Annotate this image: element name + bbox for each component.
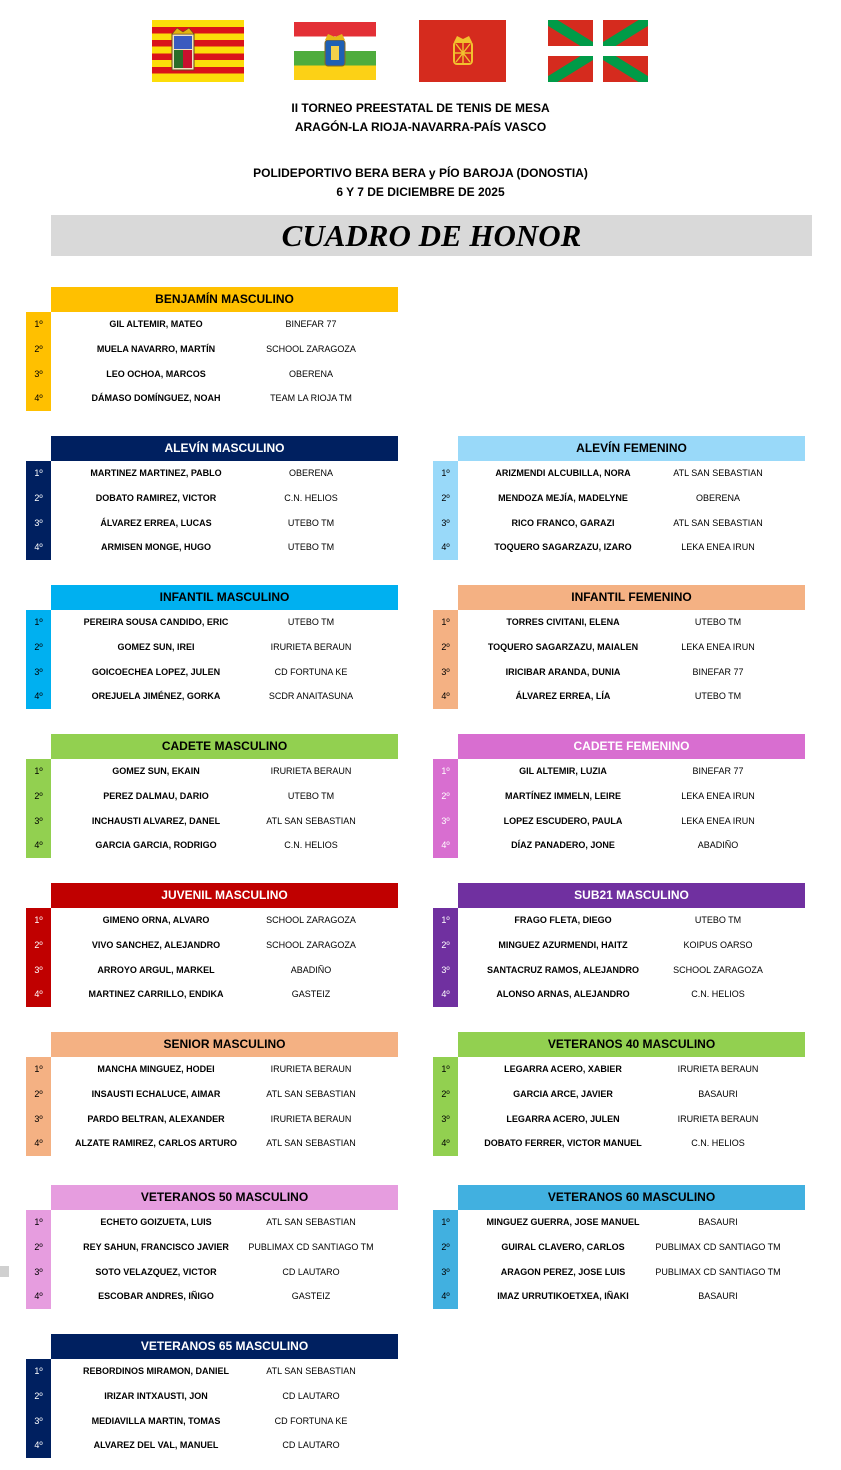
club-name: UTEBO TM [287, 517, 335, 528]
club-name: BINEFAR 77 [692, 666, 744, 677]
club-name: OBERENA [288, 468, 333, 478]
rank-position: 4º [34, 1138, 43, 1149]
player-name: ARAGON PEREZ, JOSE LUIS [500, 1266, 626, 1277]
player-name: SANTACRUZ RAMOS, ALEJANDRO [487, 964, 639, 975]
player-name: ARIZMENDI ALCUBILLA, NORA [495, 468, 631, 478]
category-title: VETERANOS 65 MASCULINO [51, 1334, 398, 1359]
player-name: ESCOBAR ANDRES, IÑIGO [98, 1291, 214, 1302]
rank-position: 3º [441, 666, 450, 677]
category-title: VETERANOS 50 MASCULINO [51, 1185, 398, 1210]
club-name: C.N. HELIOS [691, 989, 745, 1000]
player-name: MARTINEZ MARTINEZ, PABLO [90, 468, 222, 478]
rank-position: 4º [441, 840, 450, 851]
rank-position: 4º [441, 1291, 450, 1302]
club-name: ATL SAN SEBASTIAN [266, 815, 356, 826]
table-row [26, 759, 398, 784]
player-name: PEREZ DALMAU, DARIO [103, 790, 209, 801]
margin-mark [0, 1266, 9, 1277]
page-title: CUADRO DE HONOR [51, 215, 812, 256]
table-row [433, 486, 805, 511]
player-name: GOMEZ SUN, EKAIN [112, 766, 200, 776]
category-title: JUVENIL MASCULINO [51, 883, 398, 908]
player-name: DÍAZ PANADERO, JONE [511, 840, 615, 851]
category-title: VETERANOS 40 MASCULINO [458, 1032, 805, 1057]
player-name: LEO OCHOA, MARCOS [106, 368, 206, 379]
tournament-title: II TORNEO PREESTATAL DE TENIS DE MESA [291, 101, 550, 115]
rank-position: 3º [34, 1113, 43, 1124]
la-rioja-flag [294, 22, 376, 80]
club-name: IRURIETA BERAUN [270, 766, 352, 776]
rank-position: 3º [441, 815, 450, 826]
club-name: LEKA ENEA IRUN [681, 815, 755, 826]
player-name: ALVAREZ DEL VAL, MANUEL [93, 1440, 219, 1451]
tournament-venue: POLIDEPORTIVO BERA BERA y PÍO BAROJA (DONOSTIA) [253, 166, 588, 180]
table-row [26, 362, 398, 387]
rank-position: 4º [441, 542, 450, 553]
player-name: TOQUERO SAGARZAZU, MAIALEN [487, 641, 639, 652]
club-name: GASTEIZ [291, 1291, 331, 1302]
club-name: BINEFAR 77 [692, 766, 744, 776]
table-row [26, 461, 398, 486]
player-name: GIL ALTEMIR, LUZIA [519, 766, 607, 776]
club-name: OBERENA [695, 492, 740, 503]
rank-position: 2º [441, 790, 450, 801]
club-name: ATL SAN SEBASTIAN [266, 1088, 356, 1099]
category-title: VETERANOS 60 MASCULINO [458, 1185, 805, 1210]
rank-position: 4º [441, 989, 450, 1000]
category-alevin-femenino [433, 436, 805, 560]
rank-position: 2º [34, 641, 43, 652]
category-juvenil-masculino [26, 883, 398, 1007]
rank-position: 3º [34, 666, 43, 677]
rank-position: 3º [34, 964, 43, 975]
table-row [433, 1107, 805, 1132]
category-cadete-masculino [26, 734, 398, 858]
rank-position: 1º [34, 617, 43, 627]
rank-position: 1º [34, 1366, 43, 1376]
player-name: IMAZ URRUTIKOETXEA, IÑAKI [497, 1291, 629, 1302]
category-cadete-femenino [433, 734, 805, 858]
club-name: BASAURI [698, 1217, 738, 1227]
player-name: ECHETO GOIZUETA, LUIS [100, 1217, 212, 1227]
rank-position: 4º [34, 393, 43, 404]
rank-position: 2º [441, 939, 450, 950]
category-title: ALEVÍN FEMENINO [458, 436, 805, 461]
tournament-dates: 6 Y 7 DE DICIEMBRE DE 2025 [336, 185, 505, 199]
player-name: OREJUELA JIMÉNEZ, GORKA [91, 691, 221, 702]
table-row [26, 511, 398, 536]
table-row [433, 784, 805, 809]
club-name: UTEBO TM [694, 617, 742, 627]
table-row [26, 833, 398, 858]
player-name: TOQUERO SAGARZAZU, IZARO [494, 542, 632, 553]
table-row [433, 833, 805, 858]
table-row [433, 1131, 805, 1156]
rank-position: 2º [441, 641, 450, 652]
aragon-flag [152, 20, 244, 82]
table-row [26, 386, 398, 411]
club-name: IRURIETA BERAUN [270, 1064, 352, 1074]
club-name: UTEBO TM [694, 915, 742, 925]
table-row [26, 1284, 398, 1309]
club-name: BASAURI [698, 1088, 738, 1099]
category-title: SENIOR MASCULINO [51, 1032, 398, 1057]
club-name: SCHOOL ZARAGOZA [673, 964, 763, 975]
category-infantil-masculino [26, 585, 398, 709]
table-row [26, 1433, 398, 1458]
player-name: MANCHA MINGUEZ, HODEI [97, 1064, 215, 1074]
rank-position: 4º [34, 542, 43, 553]
club-name: IRURIETA BERAUN [677, 1064, 759, 1074]
player-name: DOBATO RAMIREZ, VICTOR [95, 492, 217, 503]
table-row [433, 660, 805, 685]
rank-position: 3º [34, 1415, 43, 1426]
table-row [433, 1284, 805, 1309]
club-name: IRURIETA BERAUN [677, 1113, 759, 1124]
rank-position: 4º [34, 840, 43, 851]
rank-position: 3º [34, 815, 43, 826]
rank-position: 2º [34, 939, 43, 950]
club-name: LEKA ENEA IRUN [681, 790, 755, 801]
rank-position: 3º [441, 964, 450, 975]
club-name: LEKA ENEA IRUN [681, 542, 755, 553]
rank-position: 4º [441, 691, 450, 702]
player-name: REBORDINOS MIRAMON, DANIEL [83, 1366, 229, 1376]
rank-position: 4º [441, 1138, 450, 1149]
category-alevin-masculino [26, 436, 398, 560]
table-row [26, 933, 398, 958]
table-row [26, 1107, 398, 1132]
rank-position: 2º [34, 1241, 43, 1252]
rank-position: 1º [34, 1064, 43, 1074]
table-row [26, 635, 398, 660]
player-name: LOPEZ ESCUDERO, PAULA [503, 815, 623, 826]
player-name: GIL ALTEMIR, MATEO [109, 319, 203, 329]
club-name: IRURIETA BERAUN [270, 641, 352, 652]
pais-vasco-flag [548, 20, 648, 82]
rank-position: 2º [34, 1390, 43, 1401]
rank-position: 2º [34, 790, 43, 801]
club-name: TEAM LA RIOJA TM [270, 393, 352, 404]
club-name: CD FORTUNA KE [274, 1415, 348, 1426]
rank-position: 4º [34, 691, 43, 702]
club-name: C.N. HELIOS [691, 1138, 745, 1149]
club-name: PUBLIMAX CD SANTIAGO TM [655, 1266, 781, 1277]
category-benjamin-masculino [26, 287, 398, 411]
player-name: LEGARRA ACERO, JULEN [506, 1113, 620, 1124]
table-row [433, 982, 805, 1007]
player-name: FRAGO FLETA, DIEGO [514, 915, 612, 925]
club-name: C.N. HELIOS [284, 840, 338, 851]
player-name: ALZATE RAMIREZ, CARLOS ARTURO [75, 1138, 237, 1149]
category-title: CADETE MASCULINO [51, 734, 398, 759]
rank-position: 1º [441, 468, 450, 478]
category-infantil-femenino [433, 585, 805, 709]
player-name: ALONSO ARNAS, ALEJANDRO [496, 989, 630, 1000]
club-name: ABADIÑO [697, 840, 739, 851]
rank-position: 3º [441, 1113, 450, 1124]
player-name: ARMISEN MONGE, HUGO [100, 542, 211, 553]
club-name: SCHOOL ZARAGOZA [266, 939, 356, 950]
club-name: SCHOOL ZARAGOZA [266, 915, 356, 925]
player-name: GOICOECHEA LOPEZ, JULEN [91, 666, 221, 677]
table-row [26, 1359, 398, 1384]
player-name: SOTO VELAZQUEZ, VICTOR [95, 1266, 217, 1277]
rank-position: 4º [34, 1291, 43, 1302]
club-name: ATL SAN SEBASTIAN [266, 1366, 356, 1376]
table-row [433, 610, 805, 635]
table-row [26, 337, 398, 362]
club-name: BINEFAR 77 [285, 319, 337, 329]
tournament-regions: ARAGÓN-LA RIOJA-NAVARRA-PAÍS VASCO [294, 120, 547, 134]
table-row [433, 1082, 805, 1107]
rank-position: 1º [34, 766, 43, 776]
table-row [26, 1131, 398, 1156]
table-row [26, 809, 398, 834]
club-name: IRURIETA BERAUN [270, 1113, 352, 1124]
rank-position: 3º [34, 517, 43, 528]
table-row [26, 982, 398, 1007]
table-row [26, 1260, 398, 1285]
player-name: TORRES CIVITANI, ELENA [506, 617, 620, 627]
club-name: ATL SAN SEBASTIAN [266, 1217, 356, 1227]
club-name: UTEBO TM [694, 691, 742, 702]
player-name: GOMEZ SUN, IREI [117, 641, 195, 652]
rank-position: 2º [34, 1088, 43, 1099]
table-row [26, 908, 398, 933]
rank-position: 3º [441, 517, 450, 528]
player-name: DÁMASO DOMÍNGUEZ, NOAH [91, 393, 221, 404]
rank-position: 2º [441, 492, 450, 503]
table-row [433, 933, 805, 958]
table-row [26, 486, 398, 511]
rank-position: 1º [34, 468, 43, 478]
rank-position: 3º [34, 1266, 43, 1277]
player-name: DOBATO FERRER, VICTOR MANUEL [484, 1138, 642, 1149]
table-row [433, 759, 805, 784]
rank-position: 2º [34, 492, 43, 503]
club-name: CD LAUTARO [282, 1440, 340, 1451]
rank-position: 2º [441, 1241, 450, 1252]
player-name: GARCIA GARCIA, RODRIGO [95, 840, 217, 851]
rank-position: 4º [34, 1440, 43, 1451]
table-row [26, 1384, 398, 1409]
rank-position: 1º [441, 1064, 450, 1074]
rank-position: 1º [441, 1217, 450, 1227]
table-row [433, 1057, 805, 1082]
club-name: PUBLIMAX CD SANTIAGO TM [655, 1241, 781, 1252]
player-name: INSAUSTI ECHALUCE, AIMAR [91, 1088, 221, 1099]
table-row [433, 535, 805, 560]
rank-position: 1º [34, 915, 43, 925]
table-row [433, 809, 805, 834]
table-row [26, 610, 398, 635]
player-name: ÁLVAREZ ERREA, LÍA [515, 691, 611, 702]
cut-off-text [300, 1462, 540, 1470]
club-name: ATL SAN SEBASTIAN [673, 468, 763, 478]
club-name: PUBLIMAX CD SANTIAGO TM [248, 1241, 374, 1252]
rank-position: 4º [34, 989, 43, 1000]
club-name: BASAURI [698, 1291, 738, 1302]
category-title: ALEVÍN MASCULINO [51, 436, 398, 461]
player-name: MINGUEZ AZURMENDI, HAITZ [498, 939, 628, 950]
player-name: GUIRAL CLAVERO, CARLOS [501, 1241, 625, 1252]
player-name: MENDOZA MEJÍA, MADELYNE [498, 492, 628, 503]
category-title: CADETE FEMENINO [458, 734, 805, 759]
club-name: ABADIÑO [290, 964, 332, 975]
club-name: ATL SAN SEBASTIAN [673, 517, 763, 528]
navarra-flag [419, 20, 506, 82]
player-name: MARTINEZ CARRILLO, ENDIKA [88, 989, 224, 1000]
player-name: LEGARRA ACERO, XABIER [504, 1064, 622, 1074]
table-row [26, 660, 398, 685]
category-title: BENJAMÍN MASCULINO [51, 287, 398, 312]
category-senior-masculino [26, 1032, 398, 1156]
category-veteranos-65 [26, 1334, 398, 1458]
player-name: REY SAHUN, FRANCISCO JAVIER [83, 1241, 229, 1252]
table-row [26, 958, 398, 983]
player-name: MEDIAVILLA MARTIN, TOMAS [91, 1415, 221, 1426]
rank-position: 2º [441, 1088, 450, 1099]
club-name: C.N. HELIOS [284, 492, 338, 503]
table-row [26, 784, 398, 809]
player-name: ARROYO ARGUL, MARKEL [97, 964, 215, 975]
table-row [433, 908, 805, 933]
player-name: VIVO SANCHEZ, ALEJANDRO [91, 939, 221, 950]
table-row [26, 1409, 398, 1434]
category-veteranos-40 [433, 1032, 805, 1156]
player-name: GIMENO ORNA, ALVARO [102, 915, 210, 925]
player-name: PARDO BELTRAN, ALEXANDER [87, 1113, 225, 1124]
player-name: IRIZAR INTXAUSTI, JON [104, 1390, 208, 1401]
rank-position: 3º [441, 1266, 450, 1277]
category-title: INFANTIL FEMENINO [458, 585, 805, 610]
table-row [26, 1057, 398, 1082]
rank-position: 1º [441, 617, 450, 627]
rank-position: 1º [34, 319, 43, 329]
rank-position: 1º [441, 915, 450, 925]
club-name: KOIPUS OARSO [683, 939, 753, 950]
club-name: CD LAUTARO [282, 1266, 340, 1277]
category-veteranos-60 [433, 1185, 805, 1309]
player-name: MINGUEZ GUERRA, JOSE MANUEL [486, 1217, 640, 1227]
club-name: LEKA ENEA IRUN [681, 641, 755, 652]
player-name: MARTÍNEZ IMMELN, LEIRE [505, 790, 621, 801]
player-name: PEREIRA SOUSA CANDIDO, ERIC [83, 617, 229, 627]
player-name: MUELA NAVARRO, MARTÍN [96, 343, 216, 354]
table-row [26, 1082, 398, 1107]
player-name: INCHAUSTI ALVAREZ, DANEL [91, 815, 221, 826]
rank-position: 2º [34, 343, 43, 354]
table-row [433, 1260, 805, 1285]
table-row [433, 511, 805, 536]
rank-position: 1º [441, 766, 450, 776]
table-row [26, 312, 398, 337]
table-row [433, 958, 805, 983]
table-row [433, 461, 805, 486]
table-row [26, 684, 398, 709]
player-name: ÁLVAREZ ERREA, LUCAS [100, 517, 212, 528]
category-title: SUB21 MASCULINO [458, 883, 805, 908]
table-row [433, 684, 805, 709]
club-name: SCHOOL ZARAGOZA [266, 343, 356, 354]
category-veteranos-50 [26, 1185, 398, 1309]
club-name: CD LAUTARO [282, 1390, 340, 1401]
table-row [433, 1210, 805, 1235]
category-sub21-masculino [433, 883, 805, 1007]
club-name: GASTEIZ [291, 989, 331, 1000]
rank-position: 3º [34, 368, 43, 379]
club-name: CD FORTUNA KE [274, 666, 348, 677]
table-row [433, 1235, 805, 1260]
player-name: GARCIA ARCE, JAVIER [513, 1088, 613, 1099]
club-name: SCDR ANAITASUNA [268, 691, 354, 702]
table-row [26, 535, 398, 560]
club-name: UTEBO TM [287, 790, 335, 801]
player-name: IRICIBAR ARANDA, DUNIA [505, 666, 621, 677]
table-row [26, 1210, 398, 1235]
club-name: OBERENA [288, 368, 333, 379]
club-name: UTEBO TM [287, 617, 335, 627]
club-name: UTEBO TM [287, 542, 335, 553]
table-row [26, 1235, 398, 1260]
table-row [433, 635, 805, 660]
club-name: ATL SAN SEBASTIAN [266, 1138, 356, 1149]
rank-position: 1º [34, 1217, 43, 1227]
player-name: RICO FRANCO, GARAZI [511, 517, 615, 528]
category-title: INFANTIL MASCULINO [51, 585, 398, 610]
